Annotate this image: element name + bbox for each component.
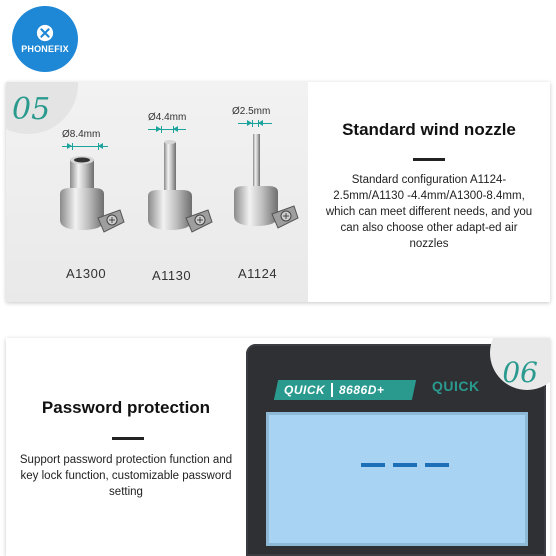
password-dash: [425, 463, 449, 467]
badge-separator: [331, 383, 333, 397]
nozzle-diameter-label: Ø2.5mm: [232, 106, 271, 117]
title-divider: [112, 437, 144, 440]
section-title: Password protection: [41, 398, 211, 417]
nozzle-a1300-image: [46, 152, 130, 252]
logo-text: PHONEFIX: [21, 44, 69, 54]
section-title: Standard wind nozzle: [342, 120, 516, 139]
password-dash: [361, 463, 385, 467]
station-display-panel: [246, 344, 546, 556]
nozzle-model-label: A1130: [152, 268, 192, 283]
nozzle-card: [6, 82, 550, 302]
nozzle-text-panel: [308, 82, 550, 302]
section-number: 05: [12, 92, 51, 127]
brand-badge-right: 8686D+: [339, 383, 385, 397]
nozzle-diameter-label: Ø4.4mm: [148, 112, 187, 123]
nozzle-diameter-label: Ø8.4mm: [62, 129, 101, 140]
brand-badge-left: QUICK: [284, 383, 326, 397]
section-number: 06: [502, 356, 538, 389]
phonefix-logo: [12, 6, 78, 72]
nozzle-model-label: A1124: [238, 266, 278, 281]
lcd-screen: [266, 412, 528, 546]
nozzle-a1124-image: [224, 130, 308, 246]
brand-badge: [274, 380, 416, 400]
password-dash: [393, 463, 417, 467]
section-description: Standard configuration A1124-2.5mm/A1130 -4.4mm/A1300-8.4mm, which can meet different needs, and you can also choose other adapt-ed air nozzles: [325, 174, 533, 250]
title-divider: [413, 158, 445, 161]
quick-brand-logo: QUICK: [432, 378, 480, 394]
section-description: Support password protection function and key lock function, customizable password setting: [19, 454, 233, 498]
password-card: [6, 338, 550, 556]
phonefix-x-logo-icon: [36, 24, 54, 42]
nozzle-a1130-image: [138, 136, 222, 252]
nozzle-image-panel: [6, 82, 308, 302]
nozzle-model-label: A1300: [66, 266, 107, 281]
